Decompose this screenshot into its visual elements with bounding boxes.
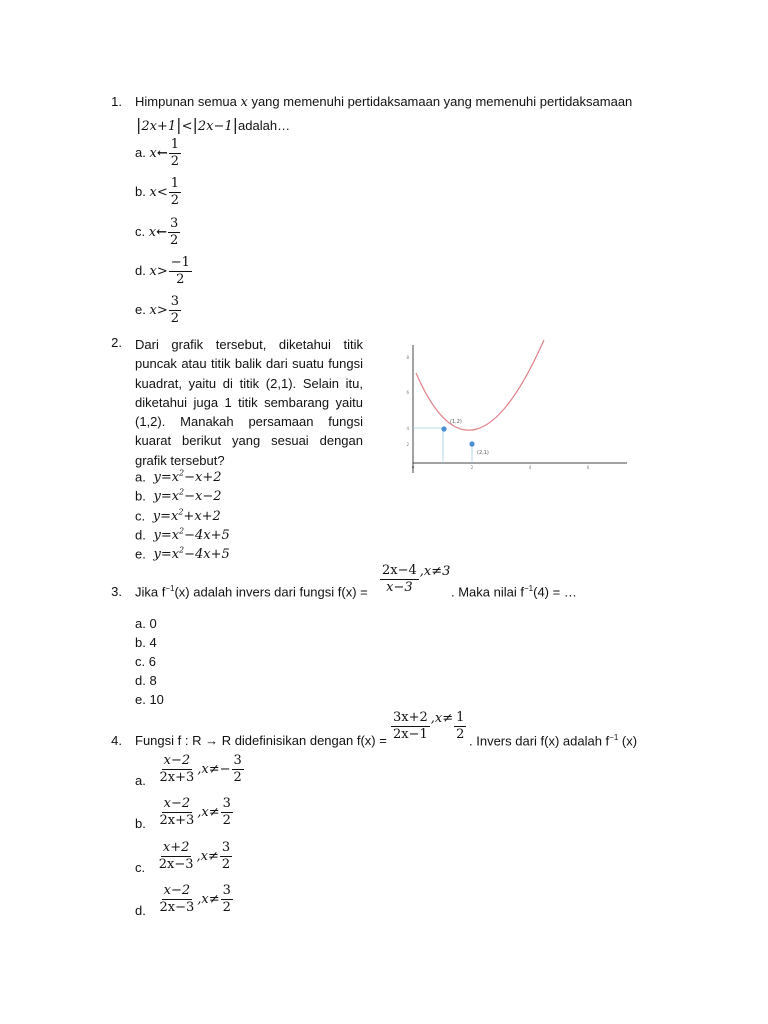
fraction-den: 2x−1 [393,727,428,742]
option-label: d. [135,902,146,918]
fraction-num: 3 [233,753,242,768]
y-tick-label: 6 [406,390,409,395]
option-exponent: 2 [179,469,185,478]
option-label: a. [135,469,146,485]
fraction-den: 2 [170,193,179,208]
q4-text-part: . Invers dari f(x) adalah f [469,733,610,749]
y-tick-label: 4 [406,426,409,431]
option-expr: y=x [153,547,180,563]
option-fraction [169,294,181,327]
q1-option-a[interactable] [135,137,182,170]
q2-option-c[interactable] [135,508,221,524]
q1-option-d[interactable] [135,255,193,288]
fraction-den: 2x−3 [158,857,194,872]
q4-number: 4. [111,733,122,748]
option-op: > [156,263,168,279]
option-label: b. [135,183,146,199]
fraction-num: x+2 [162,840,190,855]
q1-option-c[interactable] [135,216,181,249]
x-tick-label: 0 [411,465,415,470]
option-op: < [156,184,168,200]
option-exponent: 2 [178,508,184,517]
inverse-superscript: −1 [609,733,619,742]
x-tick-label: 2 [470,465,474,470]
q3-text-part: . Maka nilai f [451,584,524,600]
option-label: a. [135,144,146,160]
q1-tail: adalah… [238,118,291,133]
q3-text-start [135,584,368,599]
fraction-den: 2x−3 [159,900,195,915]
q1-inequality-left: 2x+1 [141,119,177,134]
option-op: > [156,302,168,318]
fraction-num: −1 [170,255,190,270]
fraction-num: 3 [170,216,179,231]
option-lhs: x [149,184,157,200]
q3-option-d[interactable]: d. 8 [135,673,157,688]
fraction-num: 1 [170,137,179,152]
option-exponent: 2 [179,527,185,536]
domain-condition: ,x≠ [430,710,454,726]
option-expr: y=x [153,489,180,505]
q3-function-expression [379,563,450,596]
domain-condition: ,x≠ [197,804,220,820]
q1-text-part: yang memenuhi pertidaksamaan yang memenuhi pertidaksamaan [247,94,633,109]
fraction-den: 2 [176,272,185,287]
q1-option-b[interactable] [135,176,182,209]
option-lhs: x [148,224,157,240]
option-label: b. [135,815,146,831]
option-op: ← [156,224,167,240]
domain-condition: ,x≠3 [419,563,451,579]
q3-option-e[interactable]: e. 10 [135,692,164,707]
q3-text-part: Jika f [135,584,166,600]
q1-inequality-right: 2x−1 [197,119,233,134]
option-label: e. [135,546,146,562]
fraction-num: 2x−4 [382,563,417,578]
q1-text-part: Himpunan semua [135,94,241,109]
option-expr: +x+2 [183,509,221,525]
q4-option-b[interactable] [135,796,234,829]
abs-bar: | [136,115,142,134]
option-exponent: 2 [179,546,185,555]
option-fraction [169,176,181,209]
fraction-num: 3 [222,883,231,898]
fraction-den: 2 [222,813,231,828]
option-expr: −x−2 [184,489,222,505]
point-label-2-1: (2,1) [477,450,489,456]
option-lhs: x [149,302,157,318]
q2-question-text: Dari grafik tersebut, diketahui titik puncak atau titik balik dari suatu fungsi kuadrat, yaitu di titik (2,1). Selain itu, diketahui juga 1 titik sembarang yaitu (1,2). Manakah persamaan fungsi kuarat berikut yang sesuai dengan grafik tersebut? [135,337,363,468]
option-label: d. [135,262,146,278]
fraction-num: 3 [222,796,231,811]
fraction-num: x−2 [163,753,191,768]
fraction-den: 2 [456,727,465,742]
option-label: e. [135,301,146,317]
q1-inequality [136,115,290,134]
option-fraction [169,137,181,170]
option-fraction [168,216,180,249]
q3-text-part: (4) = … [533,584,577,600]
q4-text-end [469,733,637,748]
fraction-den: 2 [222,900,231,915]
fraction-num: 3x+2 [393,710,428,725]
option-label: c. [135,223,146,239]
domain-condition: ,x≠− [197,761,231,777]
abs-bar: | [232,115,239,134]
option-op: ← [156,145,168,161]
q3-option-a[interactable]: a. 0 [135,616,157,631]
domain-condition: ,x≠ [196,848,219,864]
option-exponent: 2 [179,488,185,497]
fraction-den: x−3 [386,580,413,595]
fraction-num: x−2 [163,883,191,898]
q3-option-b[interactable]: b. 4 [135,635,157,650]
option-label: d. [135,527,146,543]
option-lhs: x [149,263,157,279]
option-label: b. [135,488,146,504]
fraction-den: 2x+3 [159,813,195,828]
q1-variable: x [240,95,248,110]
abs-bar: | [176,115,182,134]
abs-bar: | [192,115,198,134]
q2-option-e[interactable] [135,546,230,562]
q2-option-a[interactable] [135,469,222,485]
q4-option-c[interactable] [135,840,233,873]
inverse-superscript: −1 [165,584,175,593]
fraction-den: 2x+3 [159,770,195,785]
fraction-den: 2 [233,770,242,785]
option-label: c. [135,508,146,524]
q1-inequality-op: < [181,119,193,134]
fraction-den: 2 [170,154,179,169]
option-label: c. [135,859,146,875]
q3-text-end [451,584,577,599]
q4-text-start: Fungsi f : R → R didefinisikan dengan f(x) = [135,733,387,748]
q3-option-c[interactable]: c. 6 [135,654,156,669]
fraction-num: 3 [170,294,179,309]
point-label-1-2: (1,2) [450,419,462,425]
fraction-num: x−2 [163,796,191,811]
fraction-den: 2 [170,311,179,326]
q4-option-d[interactable] [135,883,234,916]
option-expr: y=x [152,509,179,525]
q2-option-d[interactable] [135,527,230,543]
option-expr: −x+2 [184,470,222,486]
fraction-den: 2 [170,233,179,248]
parabola-graph [403,337,631,482]
x-tick-label: 4 [528,465,532,470]
domain-condition: ,x≠ [197,891,220,907]
fraction-num: 1 [170,176,179,191]
fraction-den: 2 [221,857,231,872]
q1-option-e[interactable] [135,294,182,327]
option-fraction [169,255,192,288]
fraction-num: 1 [456,710,465,725]
q1-number: 1. [111,94,122,109]
inverse-superscript: −1 [523,584,534,593]
option-expr: y=x [153,470,180,486]
y-tick-label: 2 [406,442,409,447]
x-tick-label: 6 [586,465,590,470]
y-tick-label: 8 [406,355,409,360]
option-lhs: x [149,145,157,161]
option-expr: −4x+5 [184,528,230,544]
point-1-2 [441,426,446,431]
q1-question-text [135,94,632,110]
q2-number: 2. [111,335,122,350]
parabola-curve [416,340,544,430]
q2-option-b[interactable] [135,488,222,504]
vertex-point-2-1 [469,441,474,446]
option-expr: y=x [153,528,180,544]
fraction-num: 3 [221,840,231,855]
q3-text-part: (x) adalah invers dari fungsi f(x) = [174,584,368,600]
option-label: a. [135,772,146,788]
option-expr: −4x+5 [184,547,230,563]
q4-text-part: (x) [618,733,638,749]
q4-option-a[interactable] [135,753,245,786]
q3-number: 3. [111,584,122,599]
q4-function-expression [390,710,467,743]
